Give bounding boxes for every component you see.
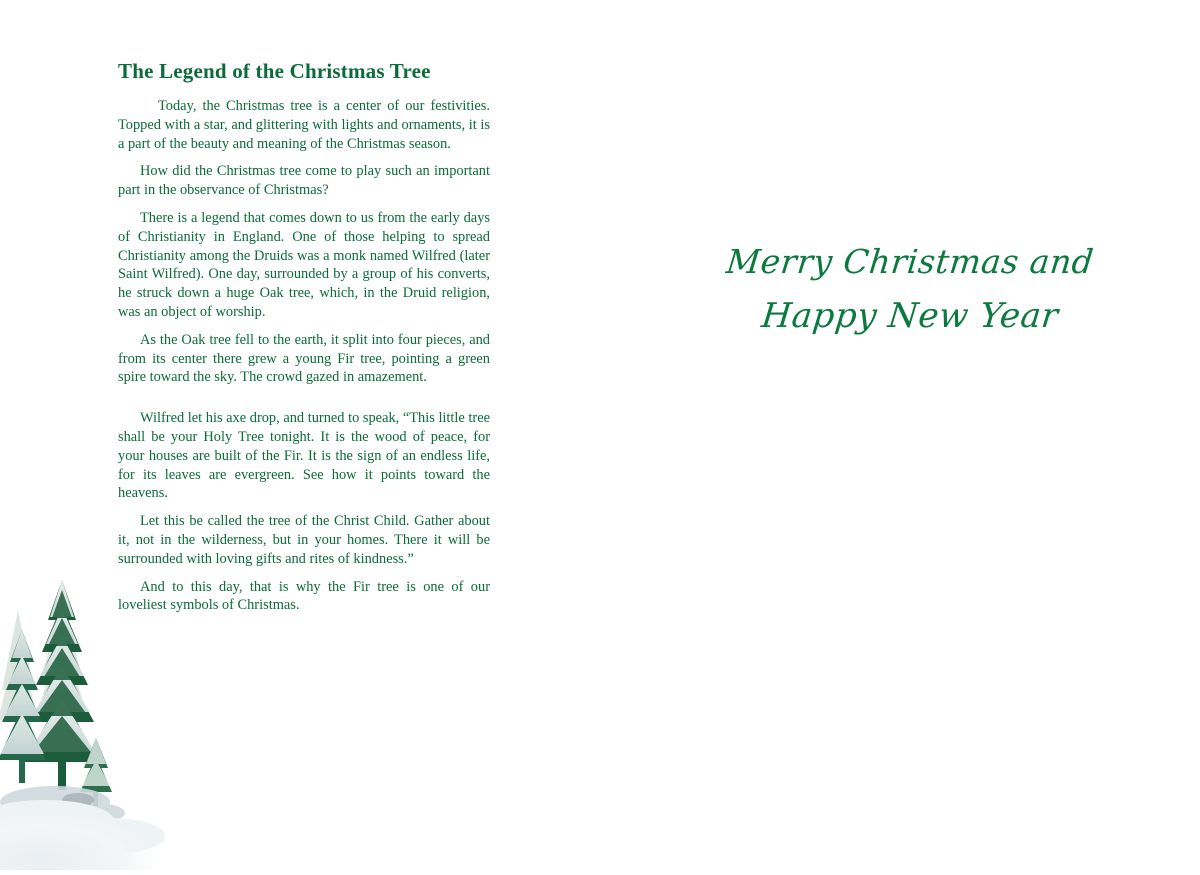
- story-paragraph: And to this day, that is why the Fir tree is one of our loveliest symbols of Christmas.: [118, 578, 490, 614]
- snow-drift: [0, 760, 175, 870]
- story-paragraph: Wilfred let his axe drop, and turned to speak, “This little tree shall be your Holy Tree tonight. It is the wood of peace, for your houses are built of the Fir. It is the sign of an endless life, for its leaves are evergreen. See how it points toward the heavens.: [118, 410, 490, 502]
- page-title: The Legend of the Christmas Tree: [118, 59, 431, 83]
- story-paragraph: Let this be called the tree of the Christ Child. Gather about it, not in the wilderness, but in your homes. There it will be surrounded with loving gifts and rites of kindness.”: [118, 513, 490, 567]
- story-paragraph: How did the Christmas tree come to play such an important part in the observance of Christmas?: [118, 163, 490, 199]
- greeting-line-2: Happy New Year: [759, 296, 1061, 336]
- story-paragraph: Today, the Christmas tree is a center of our festivities. Topped with a star, and glittering with lights and ornaments, it is a part of the beauty and meaning of the Christmas season.: [118, 98, 490, 152]
- story-paragraph: There is a legend that comes down to us from the early days of Christianity in England. One of those helping to spread Christianity among the Druids was a monk named Wilfred (later Saint Wilfred). One day, surrounded by a group of his converts, he struck down a huge Oak tree, which, in the Druid religion, was an object of worship.: [118, 210, 490, 321]
- story-paragraph: As the Oak tree fell to the earth, it split into four pieces, and from its center there grew a young Fir tree, pointing a green spire toward the sky. The crowd gazed in amazement.: [118, 331, 490, 386]
- greeting-page: [700, 235, 1120, 343]
- story-page: [118, 60, 490, 624]
- greeting-line-1: Merry Christmas and: [724, 242, 1096, 281]
